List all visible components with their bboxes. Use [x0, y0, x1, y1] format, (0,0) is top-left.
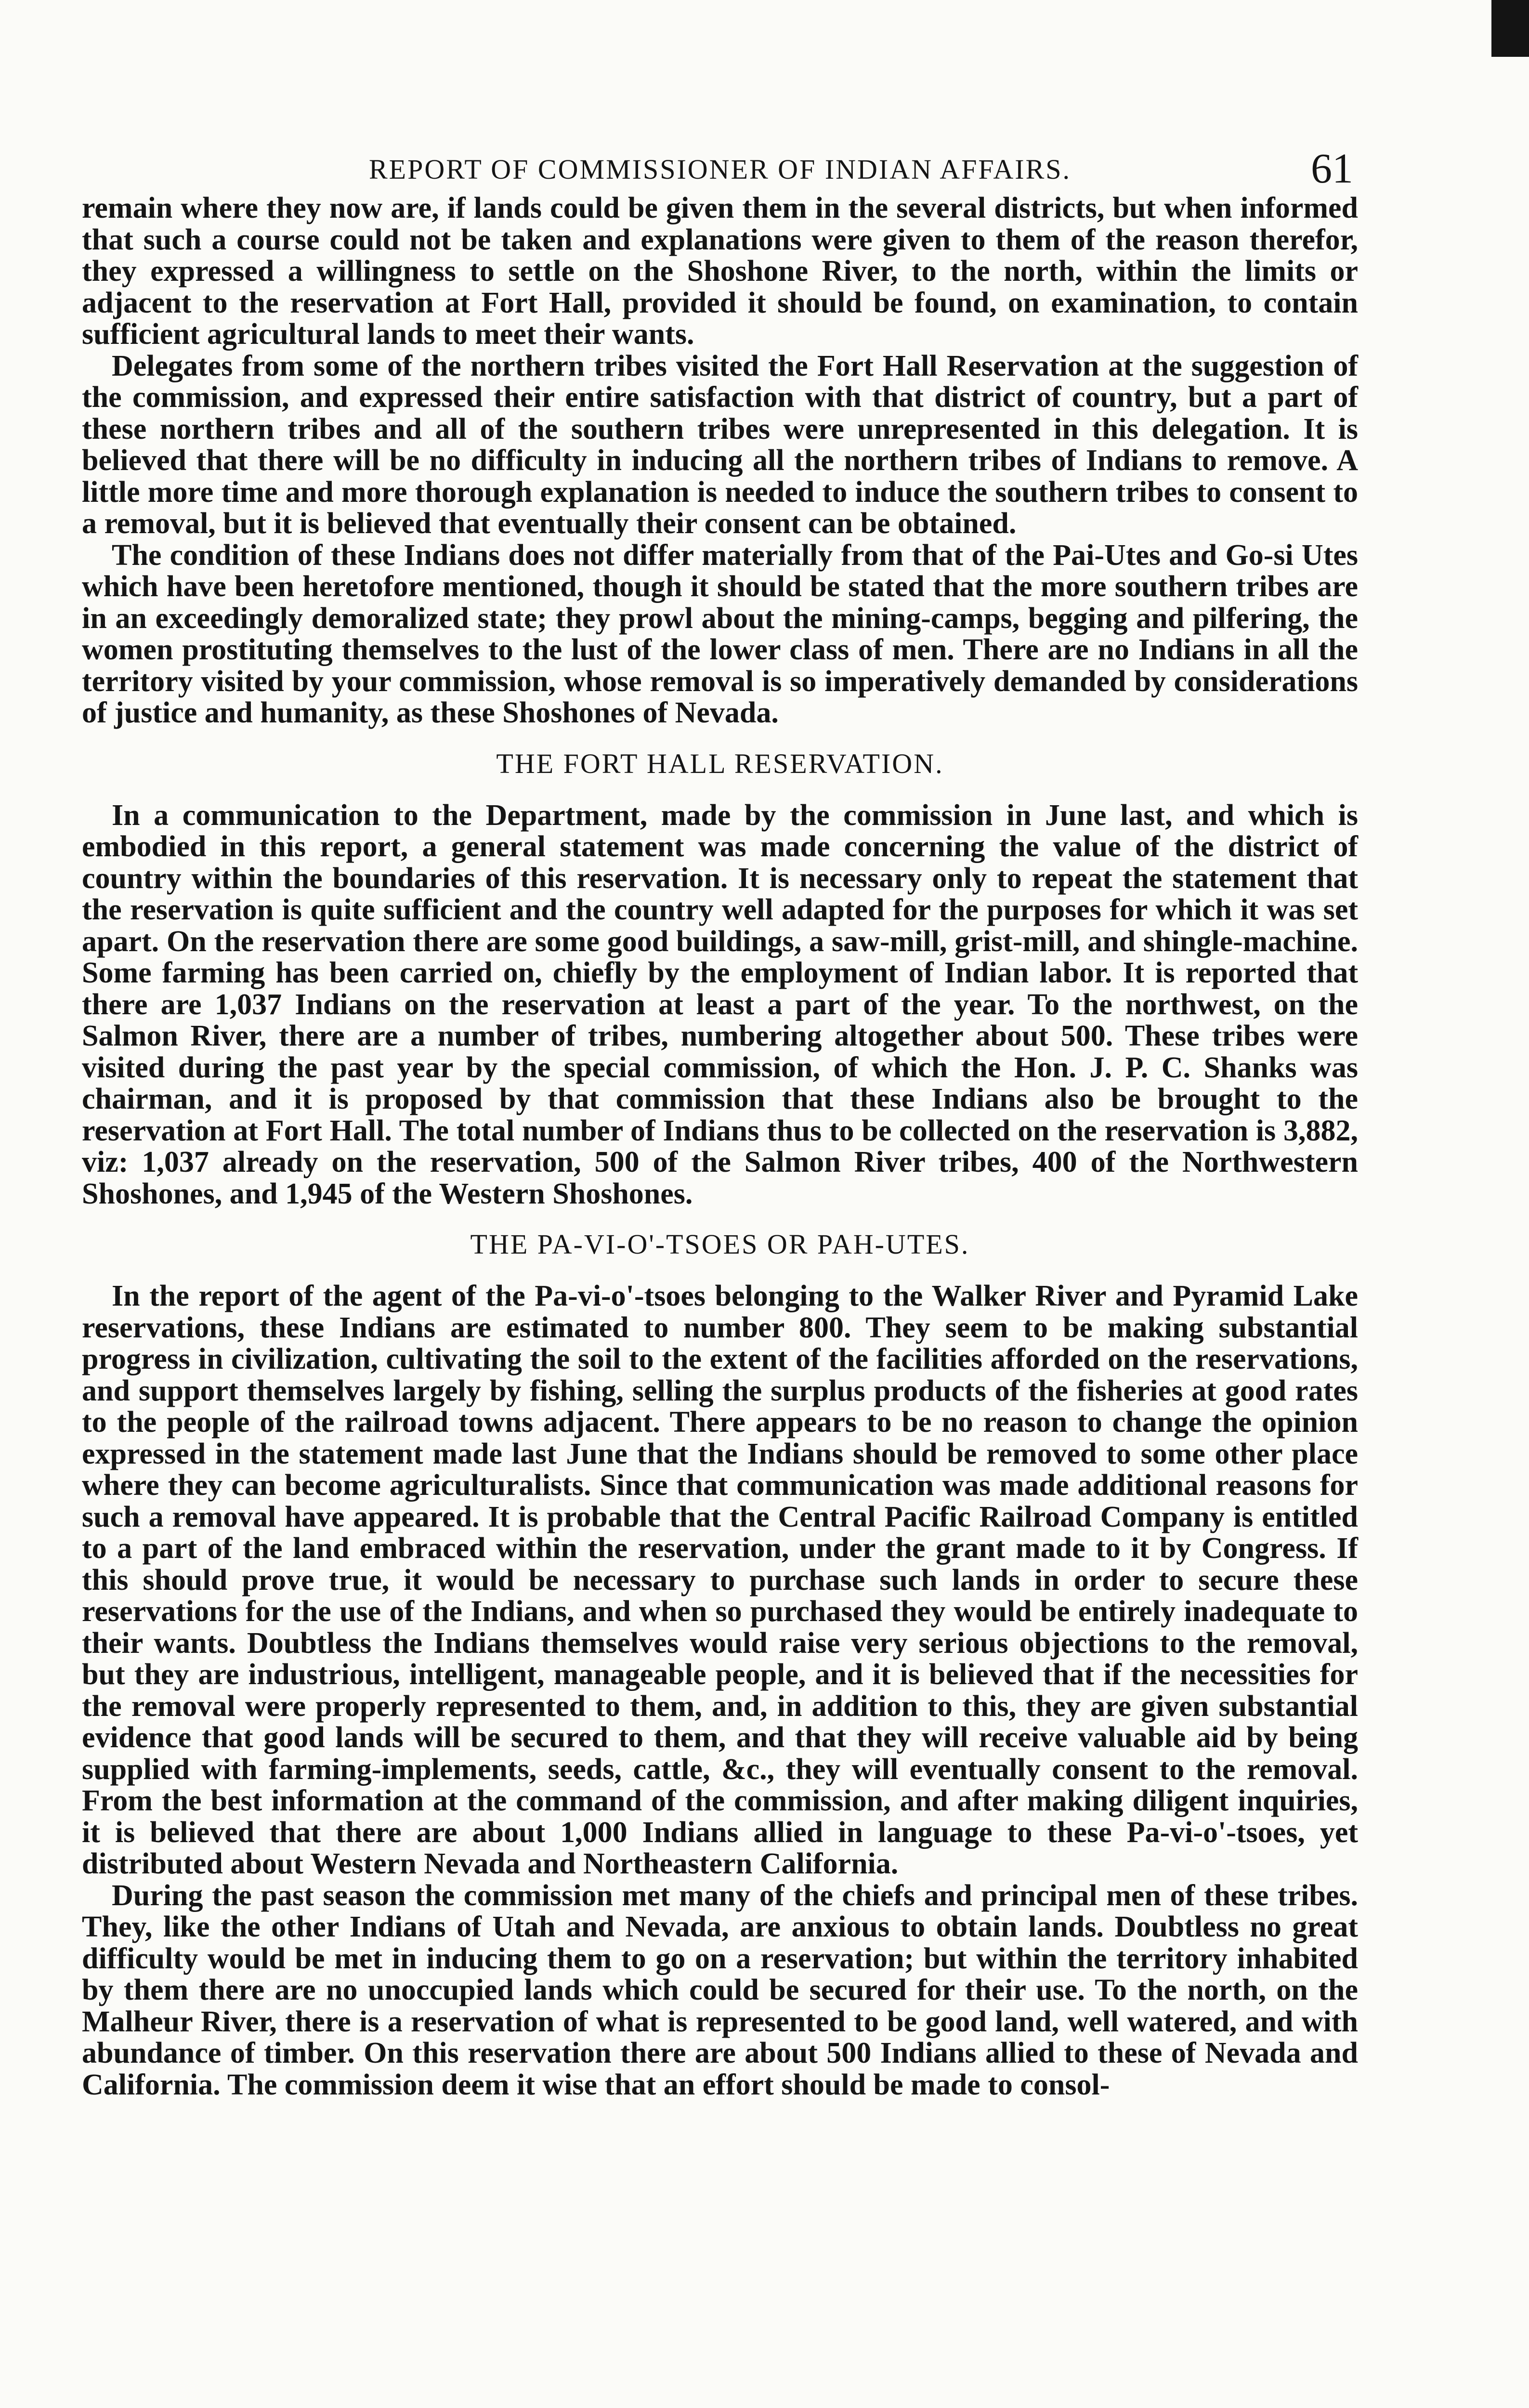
section-pa-vi-o-tsoes: [82, 1228, 1358, 2101]
paragraph: Delegates from some of the northern tribes visited the Fort Hall Reservation at the suggestion of the commission, and expressed their entire satisfaction with that district of country, but a part of these northern tribes and all of the southern tribes were unrepresented in this delegation. It is believed that there will be no difficulty in inducing all the northern tribes of Indians to remove. A little more time and more thorough explanation is needed to induce the southern tribes to consent to a removal, but it is believed that eventually their consent can be obtained.: [82, 349, 1358, 540]
paragraph: remain where they now are, if lands could be given them in the several districts, but when informed that such a course could not be taken and explanations were given to them of the reason therefor, they expressed a willingness to settle on the Shoshone River, to the north, within the limits or adjacent to the reservation at Fort Hall, provided it should be found, on examination, to contain sufficient agricultural lands to meet their wants.: [82, 192, 1358, 351]
running-header: [82, 144, 1358, 193]
document-page: [82, 144, 1358, 2101]
running-title: REPORT OF COMMISSIONER OF INDIAN AFFAIRS.: [368, 154, 1072, 185]
section-fort-hall: [82, 747, 1358, 1210]
paragraph: During the past season the commission met many of the chiefs and principal men of these tribes. They, like the other Indians of Utah and Nevada, are anxious to obtain lands. Doubtless no great difficulty would be met in inducing them to go on a reservation; but within the territory inhabited by them there are no unoccupied lands which could be secured for their use. To the north, on the Malheur River, there is a reservation of what is represented to be good land, well watered, and with abundance of timber. On this reservation there are about 500 Indians allied to these of Nevada and California. The commission deem it wise that an effort should be made to consol-: [82, 1879, 1358, 2101]
paragraph: In a communication to the Department, made by the commission in June last, and which is embodied in this report, a general statement was made concerning the value of the district of country within the boundaries of this reservation. It is necessary only to repeat the statement that the reservation is quite sufficient and the country well adapted for the purposes for which it was set apart. On the reservation there are some good buildings, a saw-mill, grist-mill, and shingle-machine. Some farming has been carried on, chiefly by the employment of Indian labor. It is reported that there are 1,037 Indians on the reservation at least a part of the year. To the northwest, on the Salmon River, there are a number of tribes, numbering altogether about 500. These tribes were visited during the past year by the special commission, of which the Hon. J. P. C. Shanks was chairman, and it is proposed by that commission that these Indians also be brought to the reservation at Fort Hall. The total number of Indians thus to be collected on the reservation is 3,882, viz: 1,037 already on the reservation, 500 of the Salmon River tribes, 400 of the Northwestern Shoshones, and 1,945 of the Western Shoshones.: [82, 798, 1358, 1210]
section-heading: THE FORT HALL RESERVATION.: [496, 747, 944, 779]
section-continuation: [82, 193, 1358, 729]
paragraph: The condition of these Indians does not differ materially from that of the Pai-Utes and Go-si Utes which have been heretofore mentioned, though it should be stated that the more southern tribes are in an exceedingly demoralized state; they prowl about the mining-camps, begging and pilfering, the women prostituting themselves to the lust of the lower class of men. There are no Indians in all the territory visited by your commission, whose removal is so imperatively demanded by considerations of justice and humanity, as these Shoshones of Nevada.: [82, 538, 1358, 729]
page-number: 61: [1311, 145, 1353, 192]
page-corner-mark: [1491, 0, 1529, 57]
section-heading: THE PA-VI-O'-TSOES OR PAH-UTES.: [470, 1229, 970, 1260]
paragraph: In the report of the agent of the Pa-vi-o'-tsoes belonging to the Walker River and Pyramid Lake reservations, these Indians are estimated to number 800. They seem to be making substantial progress in civilization, cultivating the soil to the extent of the facilities afforded on the reservations, and support themselves largely by fishing, selling the surplus products of the fisheries at good rates to the people of the railroad towns adjacent. There appears to be no reason to change the opinion expressed in the statement made last June that the Indians should be removed to some other place where they can become agriculturalists. Since that communication was made additional reasons for such a removal have appeared. It is probable that the Central Pacific Railroad Company is entitled to a part of the land embraced within the reservation, under the grant made to it by Congress. If this should prove true, it would be necessary to purchase such lands in order to secure these reservations for the use of the Indians, and when so purchased they would be entirely inadequate to their wants. Doubtless the Indians themselves would raise very serious objections to the removal, but they are industrious, intelligent, manageable people, and it is believed that if the necessities for the removal were properly represented to them, and, in addition to this, they are given substantial evidence that good lands will be secured to them, and that they will receive valuable aid by being supplied with farming-implements, seeds, cattle, &c., they will eventually consent to the removal. From the best information at the command of the commission, and after making diligent inquiries, it is believed that there are about 1,000 Indians allied in language to these Pa-vi-o'-tsoes, yet distributed about Western Nevada and Northeastern California.: [82, 1280, 1358, 1880]
